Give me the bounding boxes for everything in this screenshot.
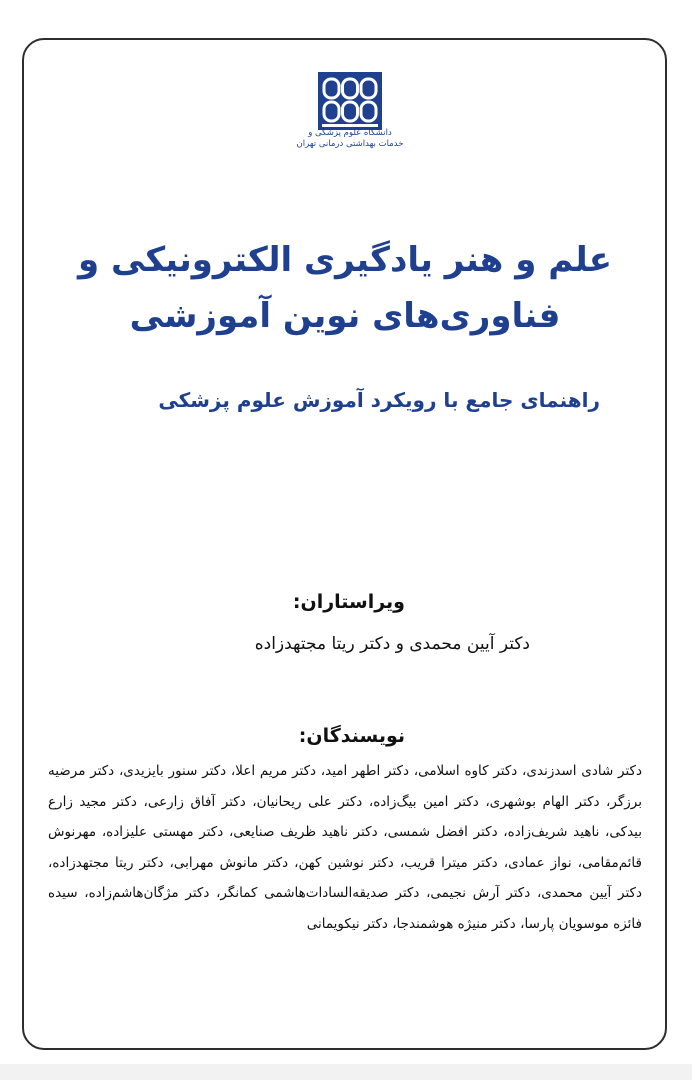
logo-caption-line-2: خدمات بهداشتی درمانی تهران: [296, 139, 404, 149]
editors-names: دکتر آیین محمدی و دکتر ریتا مجتهدزاده: [254, 634, 530, 654]
authors-heading: نویسندگان:: [298, 725, 405, 747]
university-seal-icon: [318, 72, 382, 130]
editors-heading: ویراستاران:: [292, 591, 405, 613]
logo-caption: [290, 128, 410, 150]
bottom-strip: [0, 1064, 692, 1080]
authors-list: دکتر شادی اسدزندی، دکتر کاوه اسلامی، دکتر اطهر امید، دکتر مریم اعلا، دکتر سنور بایزیدی، دکتر مرضیه برزگر، دکتر الهام بوشهری، دکتر امین بیگ‌زاده، دکتر علی ریحانیان، دکتر آفاق زارعی، دکتر مجید زارع بیدکی، ناهید شریف‌زاده، دکتر افضل شمسی، دکتر ناهید ظریف صنایعی، دکتر مهستی علیزاده، مهرنوش قائم‌مقامی، نواز عمادی، دکتر میترا قریب، دکتر نوشین کهن، دکتر مانوش مهرابی، دکتر ریتا مجتهدزاده، دکتر آیین محمدی، دکتر آرش نجیمی، دکتر صدیقه‌السادات‌هاشمی کمانگر، دکتر مژگان‌هاشم‌زاده، سیده فائزه موسویان پارسا، دکتر منیژه هوشمندجا، دکتر نیکویمانی: [48, 763, 642, 932]
book-subtitle: راهنمای جامع با رویکرد آموزش علوم پزشکی: [158, 388, 600, 412]
logo-caption-line-1: دانشگاه علوم پزشکی و: [308, 128, 392, 138]
book-title: علم و هنر یادگیری الکترونیکی و فناوری‌های نوین آموزشی: [78, 240, 612, 336]
